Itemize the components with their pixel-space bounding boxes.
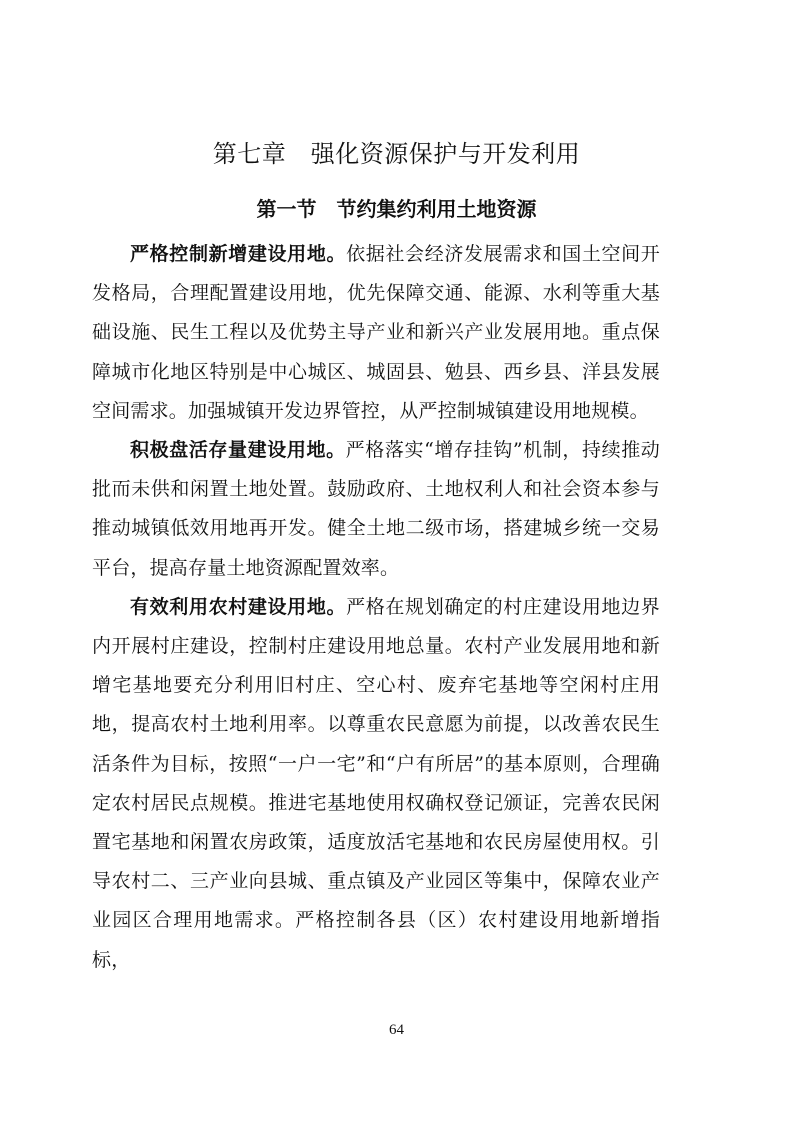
paragraph-rural-construction-land	[92, 588, 660, 980]
paragraph-existing-construction-land	[92, 431, 660, 588]
paragraph-lead: 严格控制新增建设用地。	[130, 243, 347, 265]
paragraph-text: 严格在规划确定的村庄建设用地边界内开展村庄建设，控制村庄建设用地总量。农村产业发展用地和新增宅基地要充分利用旧村庄、空心村、废弃宅基地等空闲村庄用地，提高农村土地利用率。以尊重农民意愿为前提，以改善农民生活条件为目标，按照“一户一宅”和“户有所居”的基本原则，合理确定农村居民点规模。推进宅基地使用权确权登记颁证，完善农民闲置宅基地和闲置农房政策，适度放活宅基地和农民房屋使用权。引导农村二、三产业向县城、重点镇及产业园区等集中，保障农业产业园区合理用地需求。严格控制各县（区）农村建设用地新增指标，	[92, 595, 660, 971]
paragraph-text: 严格落实“增存挂钩”机制，持续推动批而未供和闲置土地处置。鼓励政府、土地权利人和社会资本参与推动城镇低效用地再开发。健全土地二级市场，搭建城乡统一交易平台，提高存量土地资源配置效率。	[92, 439, 660, 579]
paragraph-lead: 积极盘活存量建设用地。	[130, 439, 346, 462]
paragraph-lead: 有效利用农村建设用地。	[130, 595, 347, 618]
page-number: 64	[389, 1022, 404, 1038]
paragraph-text: 依据社会经济发展需求和国土空间开发格局，合理配置建设用地，优先保障交通、能源、水利等重大基础设施、民生工程以及优势主导产业和新兴产业发展用地。重点保障城市化地区特别是中心城区、城固县、勉县、西乡县、洋县发展空间需求。加强城镇开发边界管控，从严控制城镇建设用地规模。	[92, 243, 660, 422]
section-title: 第一节 节约集约利用土地资源	[256, 197, 537, 221]
paragraph-new-construction-land	[92, 235, 660, 431]
body-text	[92, 235, 660, 980]
chapter-title: 第七章 强化资源保护与开发利用	[212, 140, 581, 168]
